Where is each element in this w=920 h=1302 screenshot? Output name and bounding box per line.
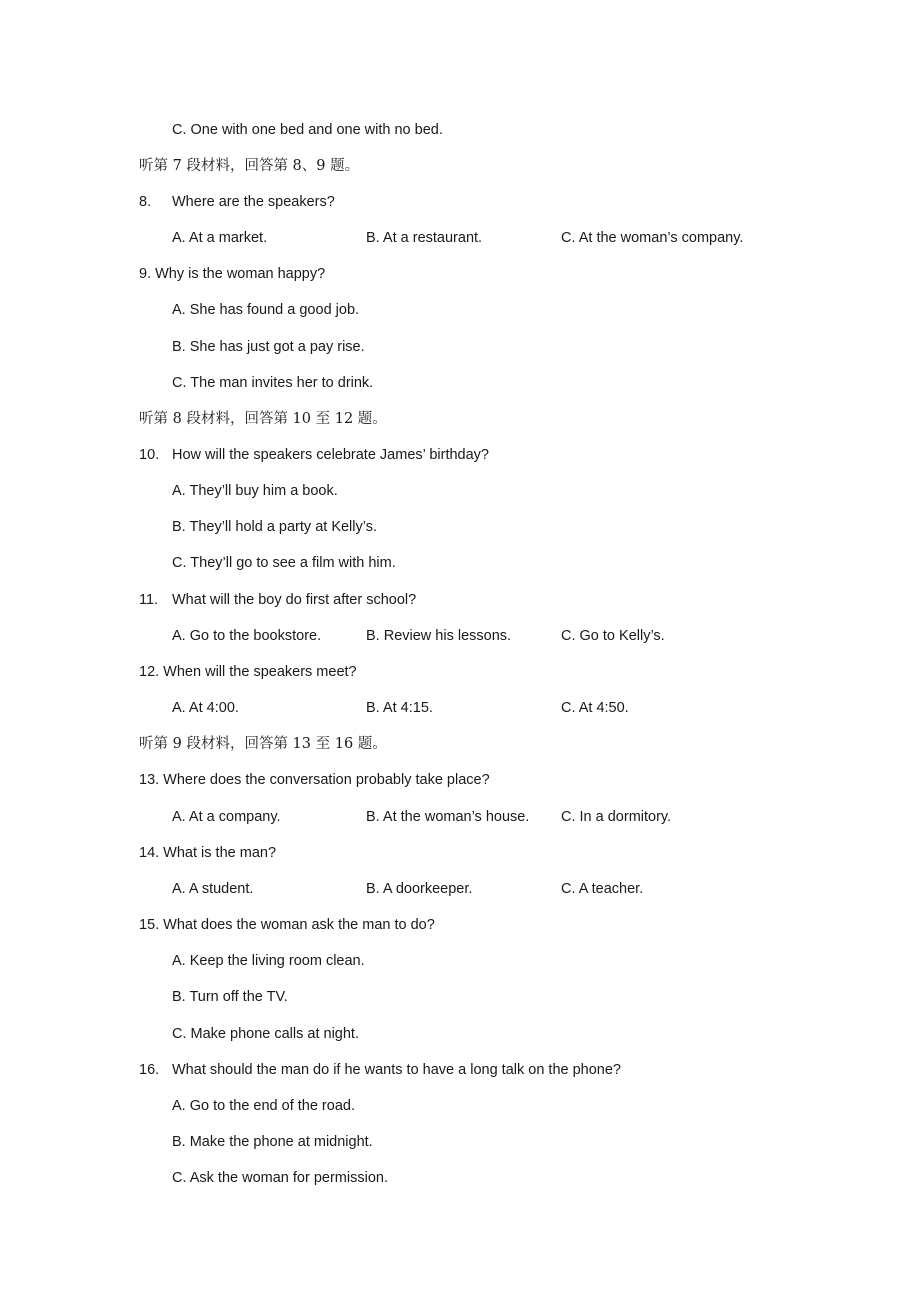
option-b: B. At 4:15. (366, 700, 433, 716)
option-a: A. At a market. (172, 230, 268, 246)
question-number: 11. (139, 592, 159, 608)
option-c: C. At the woman’s company. (561, 230, 744, 246)
option-c: C. At 4:50. (561, 700, 629, 716)
option-a: A. Go to the bookstore. (172, 628, 322, 644)
section-instruction: 听第 7 段材料，回答第 8、9 题。 (139, 158, 360, 174)
option-c: C. The man invites her to drink. (172, 375, 374, 391)
question-number: 8. (139, 194, 152, 210)
option-c: C. A teacher. (561, 881, 644, 897)
options-row (0, 226, 920, 250)
question-8 (139, 190, 335, 214)
options-row (0, 877, 920, 901)
question-16 (139, 1058, 621, 1082)
question-number: 10. (139, 447, 160, 463)
options-row (0, 696, 920, 720)
question-number: 16. (139, 1062, 160, 1078)
option-a: A. At a company. (172, 809, 281, 825)
option-b: B. Turn off the TV. (172, 989, 288, 1005)
option-b: B. At a restaurant. (366, 230, 483, 246)
question-text: How will the speakers celebrate James’ birthday? (172, 447, 489, 463)
option-a: A. Go to the end of the road. (172, 1098, 355, 1114)
question-text: Where are the speakers? (172, 194, 335, 210)
option-a: A. A student. (172, 881, 254, 897)
option-a: A. She has found a good job. (172, 302, 360, 318)
question-12: 12. When will the speakers meet? (139, 664, 357, 680)
question-15: 15. What does the woman ask the man to do? (139, 917, 435, 933)
options-row (0, 805, 920, 829)
option-c: C. Make phone calls at night. (172, 1026, 359, 1042)
options-row (0, 624, 920, 648)
option-c: C. Go to Kelly’s. (561, 628, 665, 644)
option-c: C. In a dormitory. (561, 809, 672, 825)
option-b: B. Review his lessons. (366, 628, 512, 644)
option-a: A. Keep the living room clean. (172, 953, 365, 969)
option-b: B. They’ll hold a party at Kelly’s. (172, 519, 377, 535)
section-instruction: 听第 9 段材料，回答第 13 至 16 题。 (139, 736, 387, 752)
question-11 (139, 588, 416, 612)
option-b: B. At the woman’s house. (366, 809, 530, 825)
question-text: What will the boy do first after school? (172, 592, 417, 608)
option-c: C. They’ll go to see a film with him. (172, 555, 396, 571)
option-a: A. At 4:00. (172, 700, 239, 716)
section-instruction: 听第 8 段材料，回答第 10 至 12 题。 (139, 411, 387, 427)
option-b: B. A doorkeeper. (366, 881, 473, 897)
question-10 (139, 443, 489, 467)
option-line: C. One with one bed and one with no bed. (172, 122, 443, 138)
option-a: A. They’ll buy him a book. (172, 483, 338, 499)
option-c: C. Ask the woman for permission. (172, 1170, 388, 1186)
option-b: B. Make the phone at midnight. (172, 1134, 373, 1150)
question-text: What should the man do if he wants to have a long talk on the phone? (172, 1062, 621, 1078)
question-13: 13. Where does the conversation probably take place? (139, 772, 490, 788)
question-14: 14. What is the man? (139, 845, 277, 861)
option-b: B. She has just got a pay rise. (172, 339, 365, 355)
question-9: 9. Why is the woman happy? (139, 266, 326, 282)
